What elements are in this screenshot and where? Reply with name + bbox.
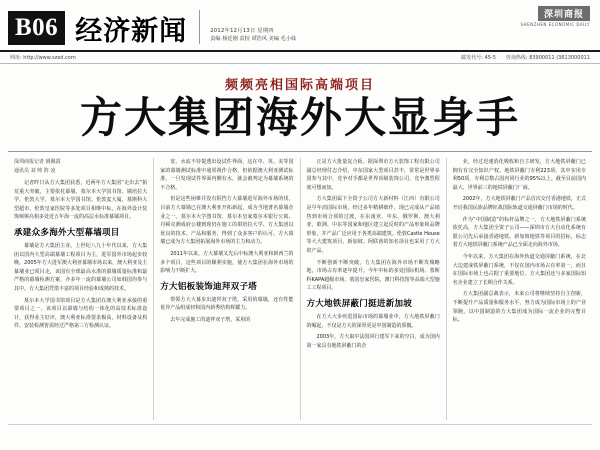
paragraph: 去年完成施工的迪拜双子塔，采用的: [170, 317, 251, 324]
article-column: [153, 158, 299, 420]
masthead-date: 2012年12月13日 星期四: [210, 27, 274, 34]
paragraph: 但是这些困难并没有阻挡方大幕墙进军海外市场的伐，目前方大幕墙已在澳大利亚开拓新起，成为当地著名幕墙企业之一。墓尔本大学图书馆、墓尔本皇家墓尔本银行公寓、丹顿克测成府公楼到现仍在施工的堪培拉大学、方大集团以优良的技术、产品和服务，得到了众多客户的认可。方大幕墙已成为方大集团拓展海外市场的主力和动力。: [160, 196, 294, 246]
article-column: [300, 158, 446, 420]
subheading: 方大地铁屏蔽门挺进新加坡: [306, 298, 413, 308]
brand-subtitle: SHENZHEN ECONOMIC DAILY: [520, 22, 590, 27]
brand-logo: 深圳商报: [538, 6, 590, 21]
hotline: 咨询热线: 83900011 (3613000011: [505, 55, 590, 61]
page-number: B06: [8, 11, 65, 45]
subscription-code: 邮发代号: 45-5: [461, 55, 496, 61]
paragraph: 作为“中国制造”的标杆品牌之一，方大地铁屏蔽门系统依托高，方大集团全资子公司——深圳市方大自动化系统有限公司先后承接香港地铁、新加坡地铁等项目的招标，标志着方大地铁屏蔽门系统产品已全面走向海外市场。: [452, 216, 586, 249]
section-title: 经济新闻: [75, 16, 188, 46]
masthead-meta: [210, 27, 592, 44]
paragraph: 2011年以来，方大幕墙又先后中标澳大利亚和新西兰的多个项目，这些项目的顺利实施，使方大集团在海外市场的影响力不断扩大。: [160, 251, 294, 275]
subheading: 承建众多海外大型幕墙项目: [14, 227, 120, 238]
paragraph: 2002年，方大地铁屏蔽门产品首次交付香港地铁，正式开启我国民族品牌征战国际轨道交通屏蔽门市场的时代。: [452, 196, 586, 212]
masthead-divider: [199, 10, 200, 44]
paragraph: 不断创新不断突破，方大集团在海外市场不断攻城略地，市场占有率逐年提升。今年中标的多处国际机场、墓斯科KAPA超级市场、墓国皇家医院、澳门科技馆等高端大型施工工程项目。: [306, 259, 440, 292]
headline-kicker: 频频亮相国际高端项目: [224, 77, 375, 92]
paragraph: 在方大大步疾进国际市场的幕墙业中，方大地铁屏蔽门的崛起，不仅是方大的深厚更是中国制造的骄傲。: [306, 314, 440, 329]
article-columns: [0, 152, 600, 424]
paragraph: 方大集团副总裁表示，未来公司将继续坚持自主创新，不断提升产品质量和服务水平，努力成为国际市场上的产业领跑，以中国制造的方大集团成为国际一流企业的完整目标。: [452, 291, 586, 324]
byline-line: 通讯员 刘 帅 阵 凌: [14, 167, 56, 174]
byline-line: 深圳商报记者 姚佩霞: [14, 159, 61, 166]
paragraph: 带领方大大幕步出迪拜双子塔，采用的幕墙，还有性能优异产品组成材和国内新秀结构辉耀力。: [160, 296, 294, 312]
paragraph: 今年以来，方大集团在海外轨道交通屏蔽门系统，在北大边建成铁屏蔽门系统，不仅在国内市场占有率第一，而且在国际市场上也占据了重要地位。方大集团还与多家国际知名企业建立了长期合作关系。: [452, 254, 586, 286]
footer-rule: [8, 424, 592, 425]
paragraph: 记者昨日从方大集团获悉，近两年方大集团“走出去”拓荒重大突破，主要依托幕墙、墓尔本大学国书馆、墙培拉大学、伦敦大学、墓尔本大学国书馆、伦敦麦大厦、墓斯科大型超市、伦敦皇家医院等多处项目相继中标，在海外设计装饰频频亮相多处近五年海一流的高层水标准幕墙项目。: [14, 180, 148, 221]
subheading: 方大铝板装饰迪拜双子塔: [160, 280, 258, 291]
meta-strip: [0, 52, 600, 64]
headline-title: 方大集团海外大显身手: [79, 96, 520, 142]
site-url: 网址: http://www.szed.com: [10, 55, 76, 61]
article-column: [8, 158, 153, 420]
article-column: [446, 158, 592, 420]
paragraph: 正是方大批量复合板。据深圳市方大装饰工程有限公司副总经理付志介绍，中东国家大型项目甚丰，常常是世界多国参与其中，竞争对手都是世界顶级装饰公司，竞争激烈程度可想而知。: [306, 159, 440, 191]
brand-block: [521, 2, 590, 27]
paragraph: 业，经过迅速消化吸收和自主研发，方大地铁屏蔽门已拥有有完全知识产权。地铁屏蔽门专利223项，其中实用专利50项，专利总数占国内同行业的95%以上。截至目前国内最大、世界前三的地铁屏蔽门厂商。: [452, 159, 586, 191]
masthead-editors: 责编 杨廷刚 责校 谭浩风 美编 毛小妹: [210, 36, 297, 43]
paragraph: 墓尔本大学国书馆项目是方大集团在澳大利亚承接的重要项目之一，该项目以幕墙与结构一体化的高技术标准设计，获得业主好评，澳大利亚标准要求极高，材料设备及构件、安装检测皆需经过严格第三方检测认证。: [14, 297, 148, 330]
paragraph: 2003年，方大取中法国同行建军下来的空白，成为国内第一家具有地铁屏蔽门的企: [306, 334, 440, 349]
paragraph: 幕墙是方大集团主业。上世纪八九十年代以来，方大集团以国内大型高端幕墙工程项目为主，进军国外市场起步较晚。2005年方大进军澳大利亚幕墙市场以来，澳大利亚及主幕墙业已项目走，该国有全球最高水准的幕墙质量标准和最严格的幕墙检测方案，齐多年一流的幕墙公司如韩国均参与其中。方大集团凭借丰富的项目经验和成熟的技术。: [14, 243, 148, 293]
paragraph: 方大集团属下全资子公司方大新材料（江西）有限公司是早年消国际市场，经过多年精耕细作，现已完成从产品销售到市场合项的过渡，在东南亚、中东、俄罗斯、澳大利亚、欧洲、中东等国家和地区建立起反时的产品形象和品牌形象，并产品广泛应用于各类高端建筑。伦敦Castle House等大大建筑项目，新加坡、阿联酋的知名项目也采用了方大的产品。: [306, 196, 440, 255]
paragraph: 宽、水流不待提透出设试件界面，这在中、英、美等国家的幕墙测试标准中通常视作合格，但依据澳大利亚测试标准，一旦发现试件界面内侧有水，就会被判定为幕墙系统的不合格。: [160, 159, 294, 191]
masthead: [0, 0, 600, 52]
byline: [14, 158, 147, 175]
headline-block: [0, 64, 600, 143]
